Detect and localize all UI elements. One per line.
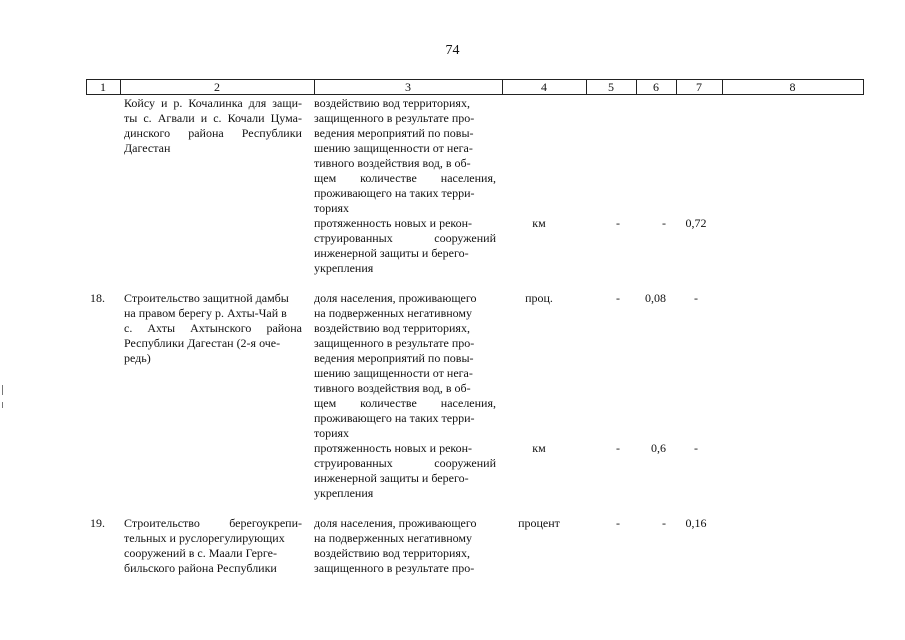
word: защи- (272, 96, 302, 110)
row-1-indicator-0-line: защищенного в результате про- (314, 336, 475, 350)
row-1-indicator-1-line: инженерной защиты и берего- (314, 471, 469, 485)
word: берегоукрепи- (229, 516, 302, 530)
word: района (266, 321, 302, 335)
row-2-indicator-0-line: воздействию вод территориях, (314, 546, 470, 560)
row-2-indicator-0-col5: - (616, 516, 620, 530)
row-1-indicator-0-line: ведения мероприятий по повы- (314, 351, 474, 365)
word: и (200, 111, 208, 125)
row-1-indicator-0-col6: 0,08 (645, 291, 666, 305)
header-cell-3: 3 (405, 80, 411, 94)
row-0-indicator-1-line: протяженность новых и рекон- (314, 216, 473, 230)
row-0-indicator-1-col7: 0,72 (685, 216, 707, 230)
table-header-row (86, 79, 864, 95)
row-1-indicator-1-col7: - (694, 441, 698, 455)
word: населения, (440, 171, 496, 185)
word: Республики (241, 126, 302, 140)
word: Ахты (147, 321, 176, 335)
row-2-indicator-0-col6: - (662, 516, 666, 530)
word: Цума- (270, 111, 302, 125)
row-1-indicator-0-unit: проц. (525, 291, 553, 305)
word: ты (124, 111, 138, 125)
row-1-name-line: Республики Дагестан (2-я оче- (124, 336, 281, 350)
row-2-indicator-0-line: на подверженных негативному (314, 531, 473, 545)
row-1-indicator-0-line: доля населения, проживающего (314, 291, 477, 305)
row-2-number: 19. (90, 516, 105, 530)
row-1-indicator-0-line: проживающего на таких терри- (314, 411, 475, 425)
row-0-name-line: Дагестан (124, 141, 171, 155)
row-0-indicator-0-line: шению защищенности от нега- (314, 141, 473, 155)
word: для (248, 96, 267, 110)
word: населения, (440, 396, 496, 410)
row-0-indicator-1-line: инженерной защиты и берего- (314, 246, 469, 260)
word: Строительство (124, 516, 200, 530)
row-0-name-line (124, 126, 302, 141)
row-2-name-line (124, 516, 302, 531)
row-0-indicator-1-col5: - (616, 216, 620, 230)
row-1-indicator-1-col5: - (616, 441, 620, 455)
word: количестве (360, 396, 417, 410)
row-1-indicator-1-line: укрепления (314, 486, 374, 500)
header-cell-8: 8 (789, 80, 796, 94)
row-1-indicator-1-line (314, 456, 496, 471)
header-cell-7: 7 (696, 80, 702, 94)
word: сооружений (434, 456, 496, 470)
scan-mark (2, 385, 3, 395)
word: струированных (314, 231, 393, 245)
word: района (188, 126, 224, 140)
row-0-indicator-1-col6: - (662, 216, 666, 230)
row-1-indicator-1-col6: 0,6 (651, 441, 666, 455)
page-number: 74 (445, 43, 460, 58)
row-1-name-line: Строительство защитной дамбы (124, 291, 289, 305)
header-cell-5: 5 (608, 80, 614, 94)
row-1-indicator-0-line: воздействию вод территориях, (314, 321, 470, 335)
row-0-indicator-0-line: ториях (314, 201, 350, 215)
row-0-name-line (124, 111, 302, 126)
row-0-indicator-0-line (314, 171, 496, 186)
word: Койсу (124, 96, 155, 110)
row-0-indicator-0-line: тивного воздействия вод, в об- (314, 156, 471, 170)
word: Агвали (157, 111, 195, 125)
row-1-number: 18. (90, 291, 105, 305)
row-1-indicator-1-line: протяженность новых и рекон- (314, 441, 473, 455)
word: с. (213, 111, 222, 125)
row-0-name-line (124, 96, 302, 111)
row-1-name-line (124, 321, 302, 336)
word: Кочали (227, 111, 265, 125)
row-1-indicator-0-line (314, 396, 496, 411)
row-1-name-line: редь) (124, 351, 151, 365)
row-0-indicator-1-unit: км (532, 216, 546, 230)
row-2-indicator-0-line: доля населения, проживающего (314, 516, 477, 530)
row-2-name-line: сооружений в с. Маали Герге- (124, 546, 277, 560)
word: Ахтынского (190, 321, 252, 335)
row-0-indicator-0-line: воздействию вод территориях, (314, 96, 470, 110)
row-1-indicator-0-line: на подверженных негативному (314, 306, 473, 320)
row-0-indicator-1-line: укрепления (314, 261, 374, 275)
scan-mark (2, 402, 3, 408)
row-0-indicator-0-line: проживающего на таких терри- (314, 186, 475, 200)
word: с. (143, 111, 152, 125)
row-1-indicator-0-line: шению защищенности от нега- (314, 366, 473, 380)
header-cell-1: 1 (100, 80, 106, 94)
word: щем (314, 171, 337, 185)
row-2-indicator-0-unit: процент (518, 516, 560, 530)
row-2-indicator-0-col7: 0,16 (685, 516, 707, 530)
header-cell-2: 2 (214, 80, 220, 94)
row-1-name-line: на правом берегу р. Ахты-Чай в (124, 306, 287, 320)
row-1-indicator-1-unit: км (532, 441, 546, 455)
word: сооружений (434, 231, 496, 245)
word: и (160, 96, 168, 110)
word: р. (173, 96, 183, 110)
row-2-name-line: бильского района Республики (124, 561, 277, 575)
row-2-name-line: тельных и руслорегулирующих (124, 531, 285, 545)
word: с. (124, 321, 133, 335)
row-1-indicator-0-line: тивного воздействия вод, в об- (314, 381, 471, 395)
word: динского (124, 126, 171, 140)
row-0-indicator-0-line: защищенного в результате про- (314, 111, 475, 125)
row-0-indicator-0-line: ведения мероприятий по повы- (314, 126, 474, 140)
word: количестве (360, 171, 417, 185)
word: Кочалинка (188, 96, 243, 110)
header-cell-6: 6 (653, 80, 659, 94)
row-1-indicator-0-col7: - (694, 291, 698, 305)
header-cell-4: 4 (541, 80, 547, 94)
word: щем (314, 396, 337, 410)
row-1-indicator-0-line: ториях (314, 426, 350, 440)
row-2-indicator-0-line: защищенного в результате про- (314, 561, 475, 575)
row-1-indicator-0-col5: - (616, 291, 620, 305)
word: струированных (314, 456, 393, 470)
row-0-indicator-1-line (314, 231, 496, 246)
